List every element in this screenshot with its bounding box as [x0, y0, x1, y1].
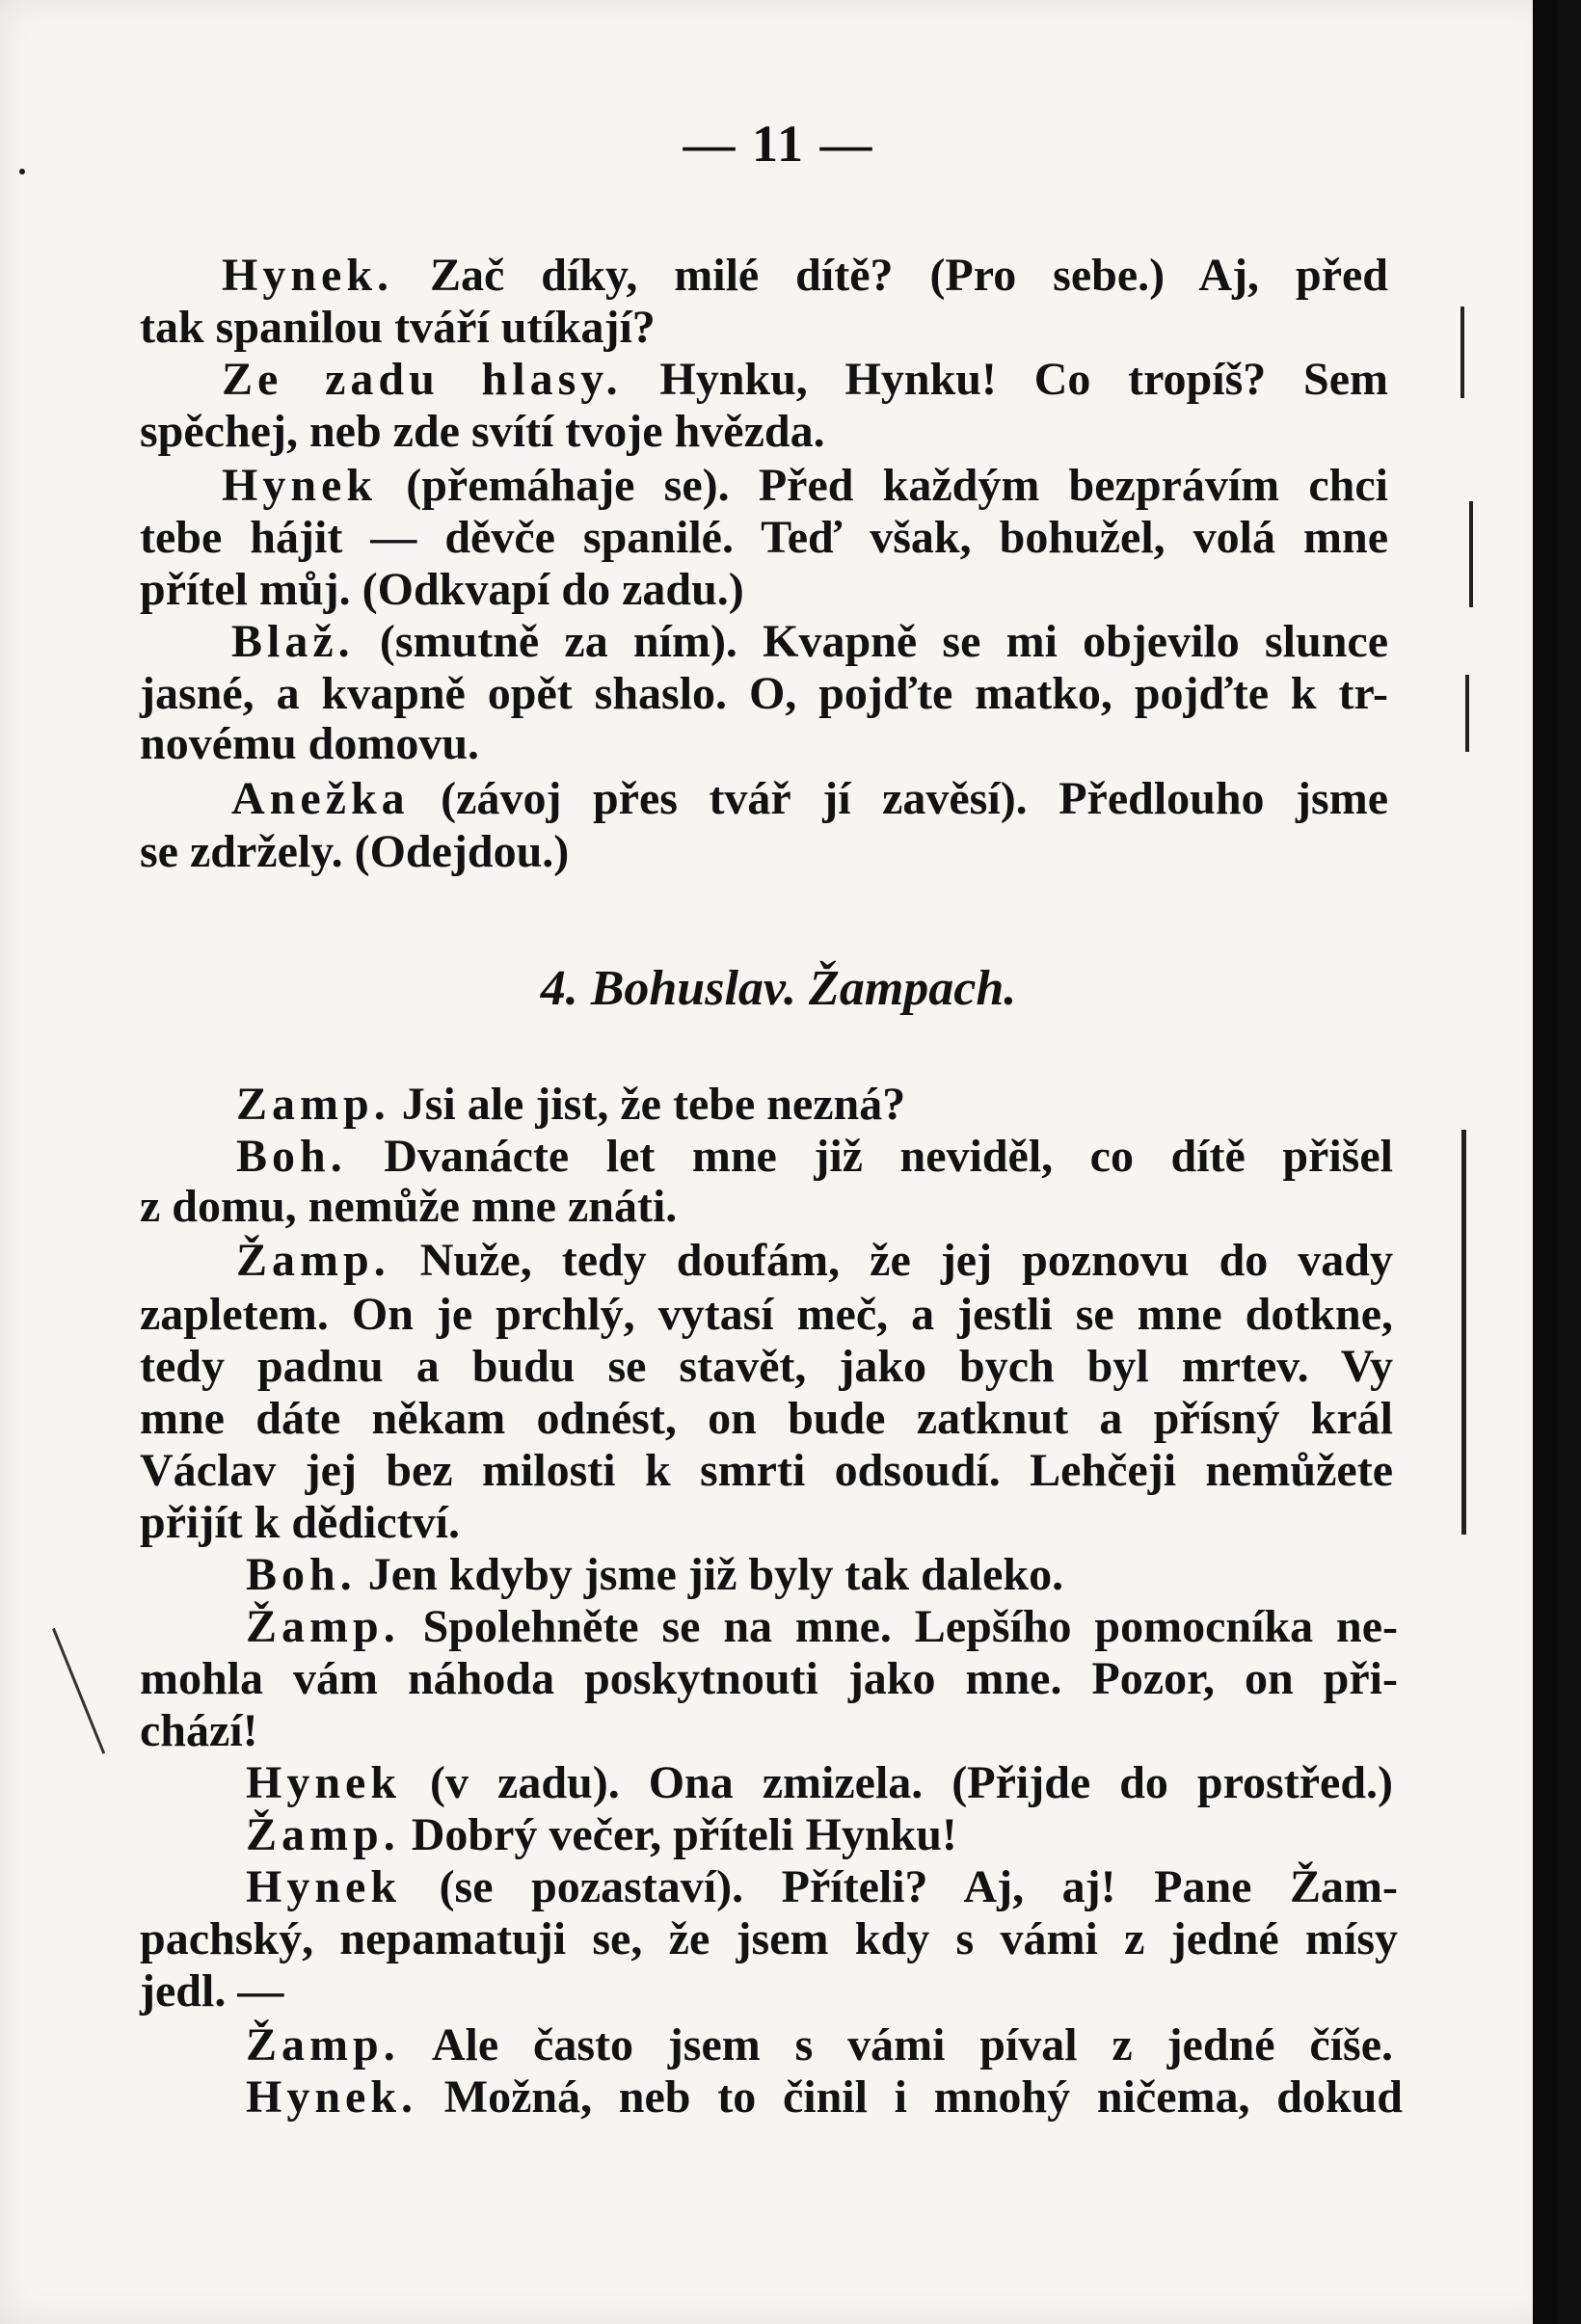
- line-text: (smutně za ním). Kvapně se mi objevilo slunce: [354, 616, 1388, 667]
- speaker-name: Boh.: [246, 1549, 357, 1600]
- speaker-name: Anežka: [231, 773, 410, 824]
- text-line: [140, 1341, 1393, 1392]
- margin-mark: [1460, 307, 1464, 398]
- line-text: jasné, a kvapně opět shaslo. O, pojďte matko, pojďte k tr-: [140, 668, 1388, 719]
- speaker-name: Hynek: [246, 1861, 402, 1912]
- text-line: [140, 406, 825, 457]
- text-line: [140, 1965, 284, 2017]
- line-text: (závoj přes tvář jí zavěsí). Předlouho jsme: [409, 773, 1388, 824]
- line-text: Dvanácte let mne již neviděl, co dítě přišel: [346, 1131, 1393, 1182]
- line-text: Jen kdyby jsme již byly tak daleko.: [356, 1549, 1064, 1600]
- speaker-name: Hynek.: [246, 2071, 418, 2123]
- speaker-name: Žamp.: [246, 2019, 400, 2070]
- text-line: [140, 1289, 1393, 1340]
- line-text: tak spanilou tváří utíkají?: [140, 302, 656, 353]
- line-text: zapletem. On je prchlý, vytasí meč, a jestli se mne dotkne,: [140, 1289, 1393, 1340]
- scan-edge: [1533, 0, 1557, 2324]
- text-line: [222, 354, 1389, 405]
- text-line: [246, 1809, 957, 1860]
- margin-mark: [52, 1628, 105, 1754]
- speaker-name: Ze zadu hlasy.: [222, 354, 623, 405]
- text-line: [140, 1497, 460, 1548]
- text-line: [222, 250, 1388, 301]
- line-text: 4. Bohuslav. Žampach.: [540, 961, 1017, 1016]
- line-text: se zdržely. (Odejdou.): [140, 826, 570, 877]
- line-text: Ale často jsem s vámi píval z jedné číše.: [399, 2019, 1393, 2070]
- text-line: [246, 1601, 1398, 1652]
- line-text: spěchej, neb zde svítí tvoje hvězda.: [140, 406, 825, 457]
- text-line: [140, 512, 1388, 563]
- line-text: (přemáhaje se). Před každým bezprávím chci: [377, 460, 1388, 511]
- text-line: [140, 826, 570, 877]
- margin-mark: [1461, 1130, 1466, 1535]
- line-text: přítel můj. (Odkvapí do zadu.): [140, 564, 744, 615]
- line-text: mne dáte někam odnést, on bude zatknut a přísný král: [140, 1393, 1393, 1444]
- line-text: Václav jej bez milosti k smrti odsoudí. Lehčeji nemůžete: [140, 1445, 1393, 1496]
- line-text: Spolehněte se na mne. Lepšího pomocníka ne-: [399, 1601, 1398, 1652]
- text-line: [246, 1861, 1398, 1912]
- speaker-name: Boh.: [236, 1131, 347, 1182]
- line-text: novému domovu.: [140, 718, 480, 769]
- text-line: [246, 1757, 1393, 1808]
- line-text: Hynku, Hynku! Co tropíš? Sem: [622, 354, 1389, 405]
- text-line: [246, 2071, 1403, 2123]
- line-text: tedy padnu a budu se stavět, jako bych byl mrtev. Vy: [140, 1341, 1393, 1392]
- line-text: mohla vám náhoda poskytnouti jako mne. Pozor, on při-: [140, 1653, 1398, 1704]
- text-line: [236, 1235, 1393, 1286]
- text-line: [231, 616, 1388, 667]
- line-text: z domu, nemůže mne znáti.: [140, 1181, 678, 1232]
- speaker-name: Žamp.: [236, 1235, 390, 1286]
- text-line: [222, 460, 1388, 511]
- speaker-name: Hynek: [222, 460, 378, 511]
- speaker-name: Žamp.: [246, 1601, 400, 1652]
- text-line: [140, 1913, 1398, 1964]
- line-text: tebe hájit — děvče spanilé. Teď však, bohužel, volá mne: [140, 512, 1388, 563]
- section-heading: [0, 961, 1557, 1016]
- margin-mark: [1465, 675, 1469, 752]
- text-line: [246, 2019, 1393, 2070]
- line-text: přijít k dědictví.: [140, 1497, 460, 1548]
- text-line: [140, 668, 1388, 719]
- text-line: [140, 718, 480, 769]
- line-text: Dobrý večer, příteli Hynku!: [399, 1809, 957, 1860]
- line-text: Zač díky, milé dítě? (Pro sebe.) Aj, před: [393, 250, 1388, 301]
- speaker-name: Žamp.: [246, 1809, 400, 1860]
- text-line: [246, 1549, 1064, 1600]
- line-text: (v zadu). Ona zmizela. (Přijde do prostřed.): [401, 1757, 1393, 1808]
- speaker-name: Blaž.: [231, 616, 355, 667]
- line-text: Nuže, tedy doufám, že jej poznovu do vady: [389, 1235, 1393, 1286]
- line-text: Jsi ale jist, že tebe nezná?: [389, 1079, 906, 1130]
- line-text: chází!: [140, 1705, 258, 1756]
- line-text: pachský, nepamatuji se, že jsem kdy s vámi z jedné mísy: [140, 1913, 1398, 1964]
- page-number: — 11 —: [683, 115, 874, 173]
- margin-mark: [1469, 501, 1473, 607]
- text-line: [231, 773, 1388, 824]
- text-line: [140, 1393, 1393, 1444]
- text-line: [140, 302, 656, 353]
- text-line: [140, 564, 744, 615]
- speaker-name: Zamp.: [236, 1079, 390, 1130]
- line-text: jedl. —: [140, 1965, 284, 2017]
- text-line: [140, 1705, 258, 1756]
- text-line: [236, 1131, 1393, 1182]
- text-line: [236, 1079, 906, 1130]
- speaker-name: Hynek: [246, 1757, 402, 1808]
- line-text: Možná, neb to činil i mnohý ničema, dokud: [417, 2071, 1403, 2123]
- line-text: (se pozastaví). Příteli? Aj, aj! Pane Žam-: [401, 1861, 1398, 1912]
- text-line: [140, 1181, 678, 1232]
- text-line: [140, 1653, 1398, 1704]
- text-line: [140, 1445, 1393, 1496]
- speaker-name: Hynek.: [222, 250, 394, 301]
